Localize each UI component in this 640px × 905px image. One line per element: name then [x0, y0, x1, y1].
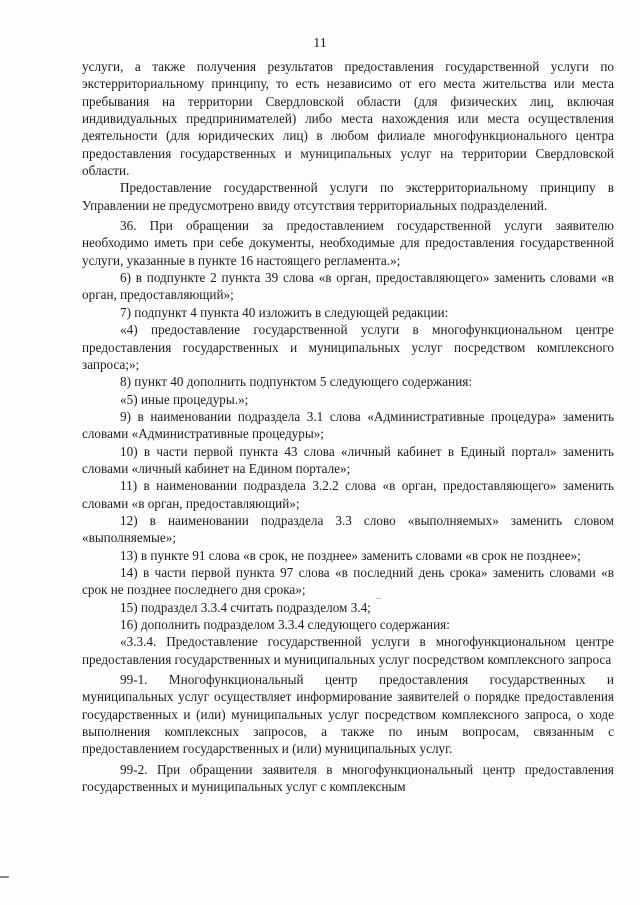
- paragraph-item-36: 36. При обращении за предоставлением государственной услуги заявителю необходимо иметь при себе документы, необходимые для предоставления государственной услуги, указанные в пункте 16 настоящего регламента.»;: [82, 218, 614, 268]
- paragraph-extraterritorial: Предоставление государственной услуги по экстерриториальному принципу в Управлении не предусмотрено ввиду отсутствия территориальных подразделений.: [82, 180, 614, 213]
- paragraph-quote-4: «4) предоставление государственной услуги в многофункциональном центре предоставления государственных и муниципальных услуг посредством комплексного запроса;»;: [82, 322, 614, 372]
- paragraph-amendment-15: 15) подраздел 3.3.4 считать подразделом 3.4;: [120, 599, 371, 615]
- paragraph-amendment-12: 12) в наименовании подраздела 3.3 слово «выполняемых» заменить словом «выполняемые»;: [82, 512, 614, 546]
- paragraph-amendment-14: 14) в части первой пункта 97 слова «в последний день срока» заменить словами «в срок не позднее последнего дня срока»;: [82, 564, 614, 598]
- paragraph-quote-5: «5) иные процедуры.»;: [120, 391, 249, 407]
- paragraph-amendment-9: 9) в наименовании подраздела 3.1 слова «Административные процедура» заменить словами «Административные процедуры»;: [82, 408, 614, 442]
- paragraph-section-heading: «3.3.4. Предоставление государственной услуги в многофункциональном центре предоставления государственных и муниципальных услуг посредством комплексного запроса: [82, 634, 614, 667]
- paragraph-continuation: услуги, а также получения результатов предоставления государственной услуги по экстерриториальному принципу, то есть независимо от его места жительства или места пребывания на территории Свердловской области (для физических лиц, включая индивидуальных предпринимателей) либо места нахождения или места осуществления деятельности (для юридических лиц) в любом филиале многофункционального центра предоставления государственных и муниципальных услуг на территории Свердловской области.: [82, 59, 614, 179]
- paragraph-amendment-13: 13) в пункте 91 слова «в срок, не позднее» заменить словами «в срок не позднее»;: [120, 547, 581, 563]
- paragraph-item-99-1: 99-1. Многофункциональный центр предоставления государственных и муниципальных услуг осуществляет информирование заявителей о порядке предоставления государственных и (или) муниципальных услуг посредством комплексного запроса, о ходе выполнения комплексных запросов, а также по иным вопросам, связанным с предоставлением государственных и (или) муниципальных услуг.: [82, 672, 614, 757]
- paragraph-amendment-16: 16) дополнить подразделом 3.3.4 следующего содержания:: [120, 617, 450, 632]
- scan-artifact-mark: [376, 598, 381, 599]
- paragraph-amendment-10: 10) в части первой пункта 43 слова «личный кабинет в Единый портал» заменить словами «личный кабинет на Едином портале»;: [82, 443, 614, 476]
- paragraph-amendment-6: 6) в подпункте 2 пункта 39 слова «в орган, предоставляющего» заменить словами «в орган, предоставляющий»;: [82, 270, 614, 303]
- paragraph-amendment-8: 8) пункт 40 дополнить подпунктом 5 следующего содержания:: [120, 374, 472, 390]
- paragraph-amendment-11: 11) в наименовании подраздела 3.2.2 слова «в орган, предоставляющего» заменить словами «в орган, предоставляющий»;: [82, 478, 614, 511]
- scan-edge-mark: [0, 876, 9, 878]
- paragraph-item-99-2: 99-2. При обращении заявителя в многофункциональный центр предоставления государственных и муниципальных услуг с комплексным: [82, 761, 614, 795]
- paragraph-amendment-7: 7) подпункт 4 пункта 40 изложить в следующей редакции:: [120, 304, 449, 320]
- page-number: 11: [313, 36, 327, 51]
- document-body: [82, 58, 614, 795]
